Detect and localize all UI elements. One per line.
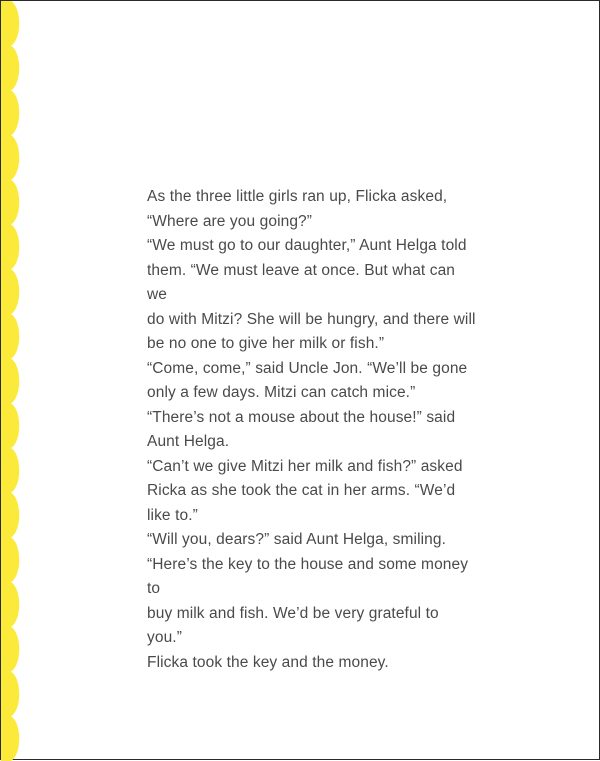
paragraph-1: As the three little girls ran up, Flicka asked, “Where are you going?” [147,188,448,230]
paragraph-7: Flicka took the key and the money. [147,653,389,671]
paragraph-6: “Will you, dears?” said Aunt Helga, smiling. “Here’s the key to the house and some money to buy milk and fish. We’d be very grateful to you.” [147,531,469,646]
paragraph-5: “Can’t we give Mitzi her milk and fish?” asked Ricka as she took the cat in her arms. “We’d like to.” [147,457,463,524]
paragraph-4: “There’s not a mouse about the house!” said Aunt Helga. [147,408,456,450]
paragraph-3: “Come, come,” said Uncle Jon. “We’ll be gone only a few days. Mitzi can catch mice.” [147,359,468,401]
paragraph-2: “We must go to our daughter,” Aunt Helga told them. “We must leave at once. But what can we do with Mitzi? She will be hungry, and there will be no one to give her milk or fish.” [147,237,476,352]
yellow-scallop-border [1,1,25,761]
story-text [147,185,477,675]
